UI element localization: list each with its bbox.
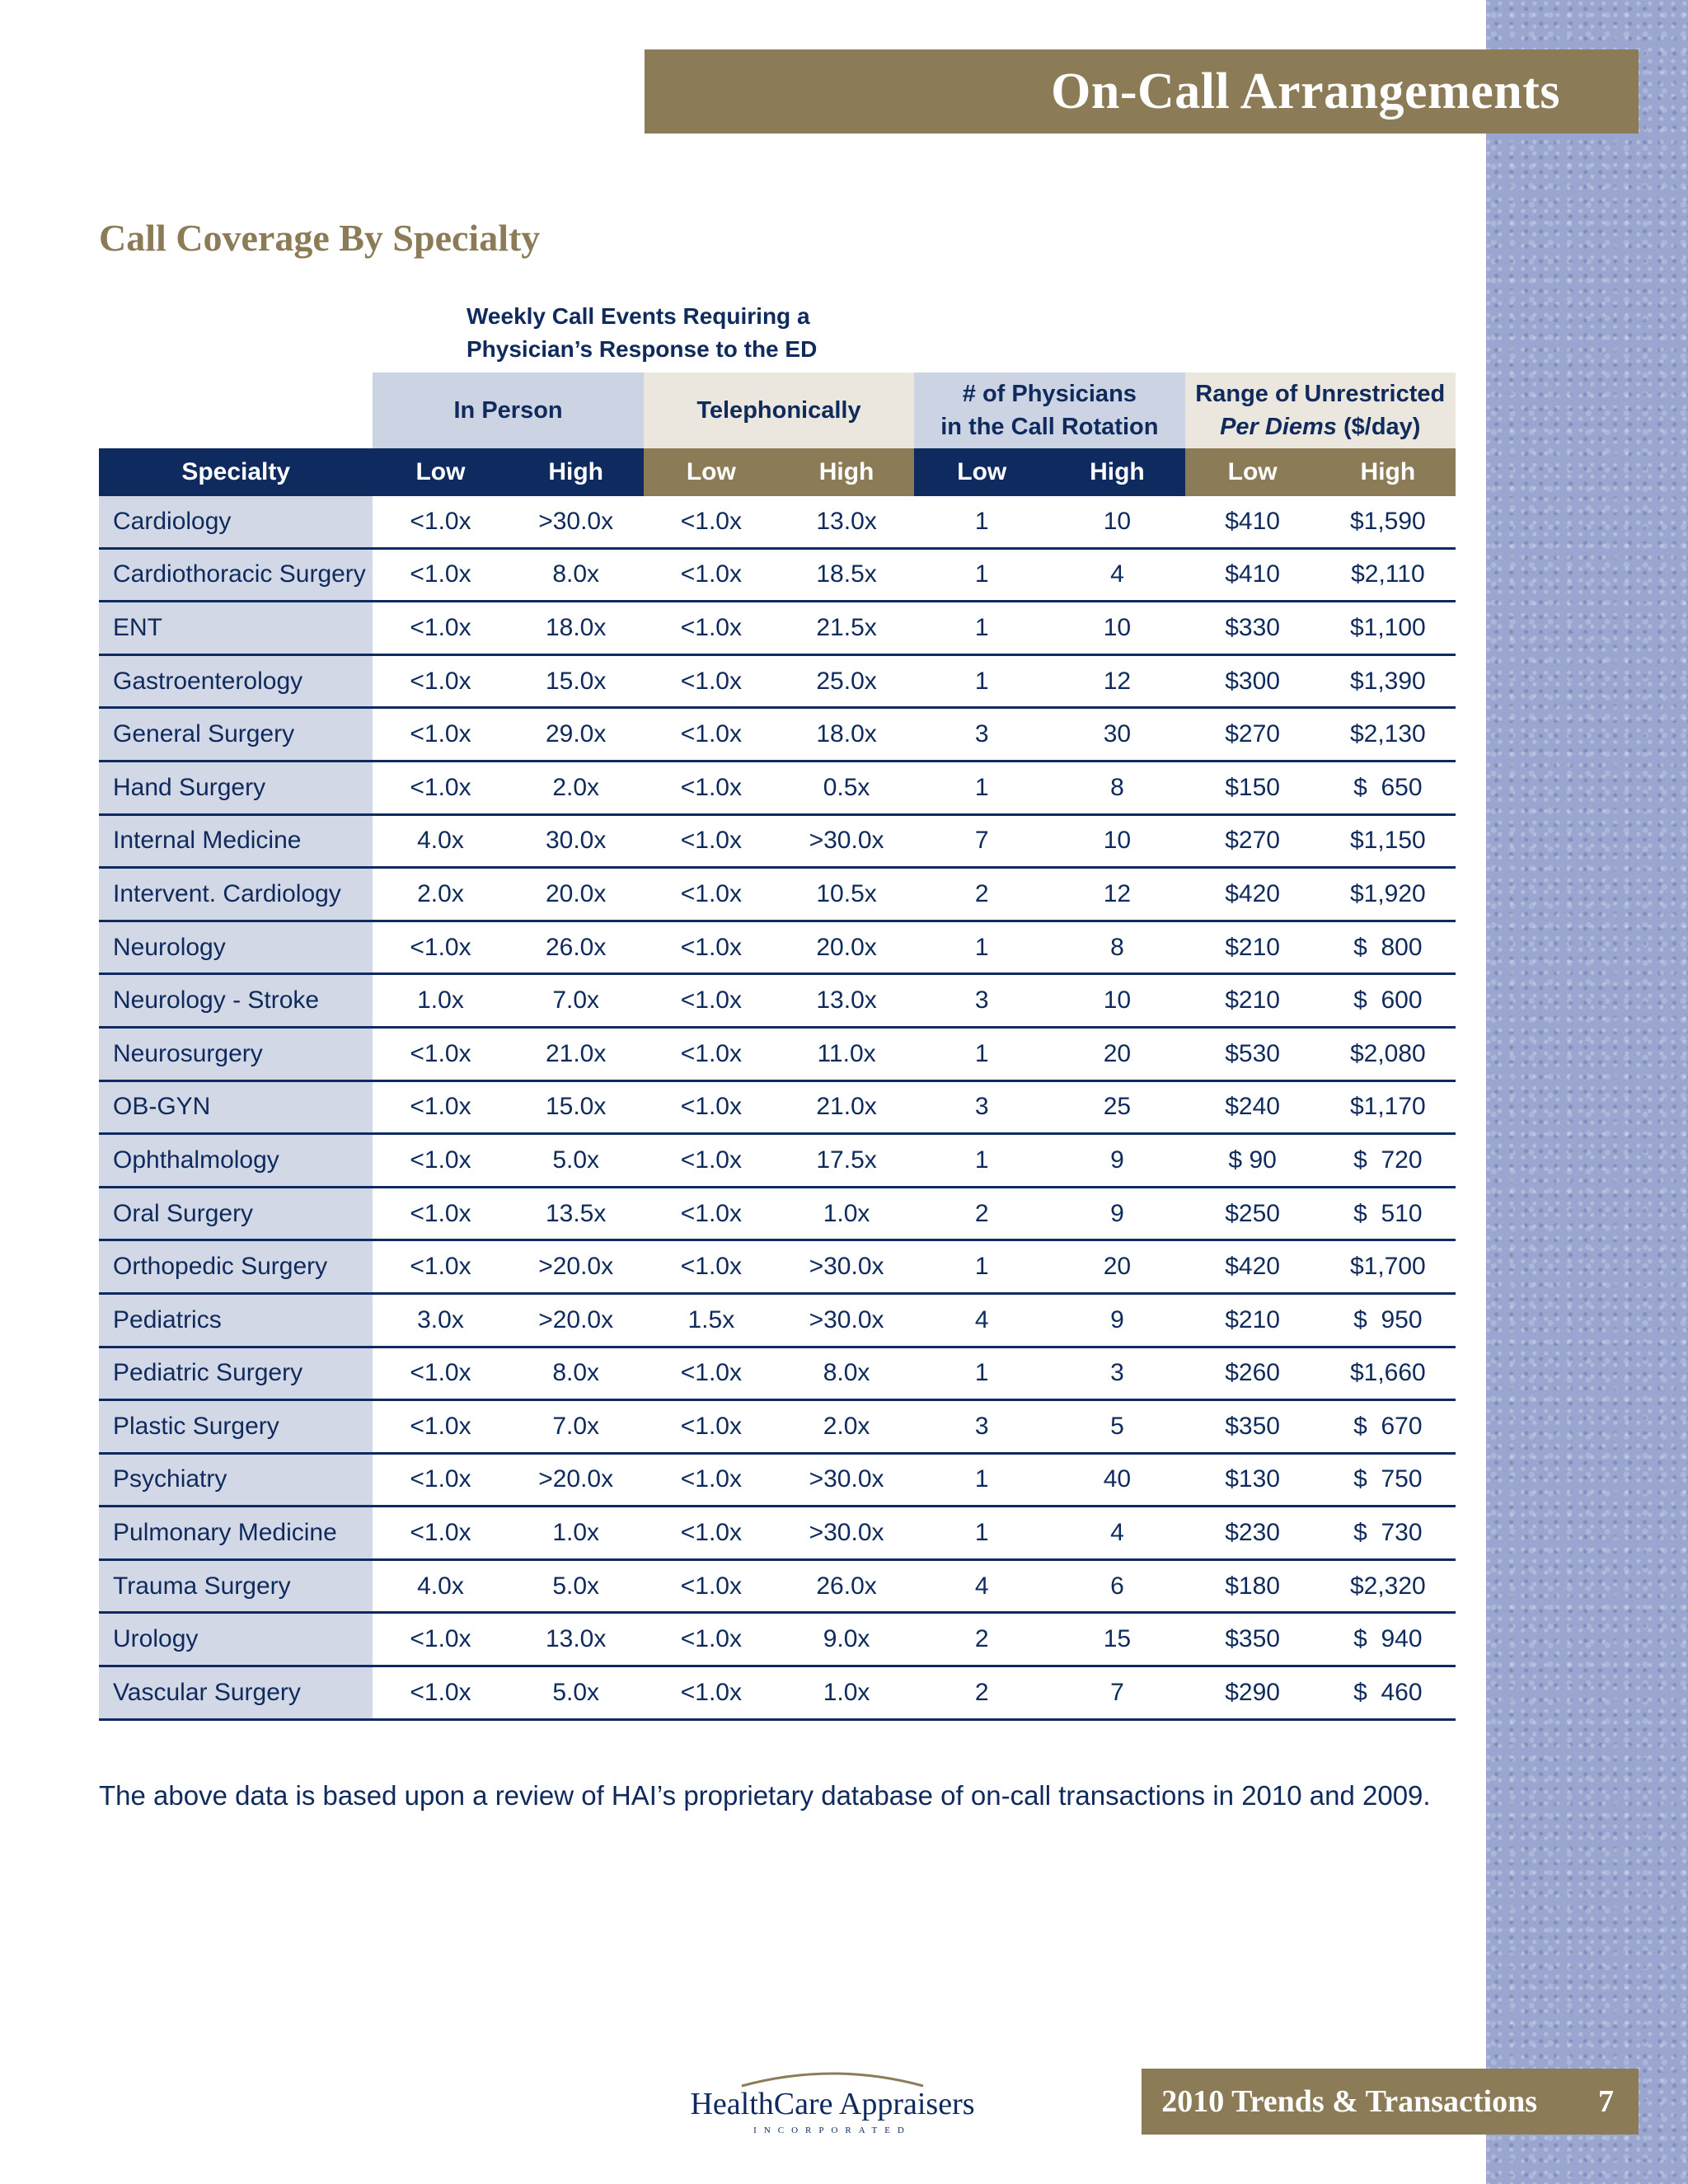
value-cell: 2 <box>914 1613 1049 1666</box>
table-row <box>99 1666 1456 1720</box>
logo-name: HealthCare Appraisers <box>690 2087 975 2121</box>
specialty-cell: Hand Surgery <box>99 761 373 814</box>
specialty-cell: Orthopedic Surgery <box>99 1240 373 1294</box>
value-cell: <1.0x <box>373 496 508 548</box>
value-cell: 8.0x <box>509 1347 644 1400</box>
value-cell: <1.0x <box>373 1453 508 1507</box>
value-cell: $230 <box>1185 1507 1320 1560</box>
value-cell: <1.0x <box>644 1400 779 1454</box>
value-cell: 1.0x <box>509 1507 644 1560</box>
value-cell: $1,920 <box>1320 868 1456 921</box>
value-cell: 9 <box>1049 1187 1184 1240</box>
value-cell: <1.0x <box>644 1666 779 1720</box>
specialty-cell: Cardiothoracic Surgery <box>99 548 373 602</box>
value-cell: 1 <box>914 496 1049 548</box>
weekly-title-line-2: Physician’s Response to the ED <box>467 336 818 362</box>
value-cell: 12 <box>1049 868 1184 921</box>
table-row <box>99 1453 1456 1507</box>
value-cell: $270 <box>1185 814 1320 868</box>
value-cell: 1 <box>914 1453 1049 1507</box>
section-title: Call Coverage By Specialty <box>99 217 541 259</box>
value-cell: 20 <box>1049 1027 1184 1080</box>
call-coverage-table <box>99 373 1456 1721</box>
value-cell: $420 <box>1185 868 1320 921</box>
value-cell: 5.0x <box>509 1666 644 1720</box>
value-cell: 15 <box>1049 1613 1184 1666</box>
column-header-row <box>99 448 1456 496</box>
value-cell: 1 <box>914 602 1049 655</box>
table-row <box>99 496 1456 548</box>
table-row <box>99 1507 1456 1560</box>
value-cell: $1,150 <box>1320 814 1456 868</box>
value-cell: $300 <box>1185 654 1320 708</box>
value-cell: $1,100 <box>1320 602 1456 655</box>
value-cell: 3.0x <box>373 1293 508 1347</box>
specialty-cell: Gastroenterology <box>99 654 373 708</box>
table-row <box>99 1613 1456 1666</box>
table-row <box>99 1134 1456 1188</box>
value-cell: 21.0x <box>509 1027 644 1080</box>
value-cell: 13.0x <box>779 974 914 1028</box>
group-physicians-line-2: in the Call Rotation <box>940 414 1159 440</box>
value-cell: >20.0x <box>509 1453 644 1507</box>
value-cell: 1 <box>914 921 1049 974</box>
value-cell: 4 <box>914 1559 1049 1613</box>
value-cell: 4 <box>1049 548 1184 602</box>
value-cell: 4.0x <box>373 1559 508 1613</box>
group-range-line-1: Range of Unrestricted <box>1195 381 1446 407</box>
value-cell: 7.0x <box>509 974 644 1028</box>
value-cell: <1.0x <box>373 654 508 708</box>
value-cell: <1.0x <box>644 1134 779 1188</box>
value-cell: <1.0x <box>644 974 779 1028</box>
value-cell: 7 <box>1049 1666 1184 1720</box>
value-cell: 20.0x <box>779 921 914 974</box>
value-cell: 18.0x <box>779 708 914 762</box>
value-cell: 1 <box>914 1507 1049 1560</box>
value-cell: 1 <box>914 1134 1049 1188</box>
column-header: High <box>1320 448 1456 496</box>
value-cell: $ 750 <box>1320 1453 1456 1507</box>
value-cell: 2.0x <box>779 1400 914 1454</box>
value-cell: 18.0x <box>509 602 644 655</box>
specialty-cell: Plastic Surgery <box>99 1400 373 1454</box>
value-cell: 1 <box>914 654 1049 708</box>
specialty-cell: Neurology - Stroke <box>99 974 373 1028</box>
value-cell: 5 <box>1049 1400 1184 1454</box>
value-cell: 3 <box>1049 1347 1184 1400</box>
value-cell: 1 <box>914 1027 1049 1080</box>
page-number: 7 <box>1598 2084 1614 2119</box>
value-cell: $ 730 <box>1320 1507 1456 1560</box>
value-cell: 10 <box>1049 602 1184 655</box>
value-cell: $ 800 <box>1320 921 1456 974</box>
table-row <box>99 1347 1456 1400</box>
company-logo <box>684 2064 981 2139</box>
column-header: Low <box>644 448 779 496</box>
value-cell: 5.0x <box>509 1559 644 1613</box>
value-cell: <1.0x <box>644 1559 779 1613</box>
column-header: High <box>509 448 644 496</box>
value-cell: $420 <box>1185 1240 1320 1294</box>
value-cell: 21.5x <box>779 602 914 655</box>
value-cell: <1.0x <box>373 921 508 974</box>
group-range-italic: Per Diems <box>1220 414 1337 440</box>
value-cell: 12 <box>1049 654 1184 708</box>
value-cell: 10.5x <box>779 868 914 921</box>
column-header: Low <box>1185 448 1320 496</box>
value-cell: $ 670 <box>1320 1400 1456 1454</box>
value-cell: 10 <box>1049 496 1184 548</box>
value-cell: <1.0x <box>644 1187 779 1240</box>
value-cell: $410 <box>1185 548 1320 602</box>
value-cell: 1 <box>914 1240 1049 1294</box>
value-cell: <1.0x <box>644 1507 779 1560</box>
value-cell: >30.0x <box>509 496 644 548</box>
value-cell: 25 <box>1049 1080 1184 1134</box>
value-cell: <1.0x <box>644 1240 779 1294</box>
table-row <box>99 654 1456 708</box>
value-cell: $2,080 <box>1320 1027 1456 1080</box>
value-cell: $210 <box>1185 921 1320 974</box>
value-cell: $270 <box>1185 708 1320 762</box>
value-cell: >20.0x <box>509 1240 644 1294</box>
specialty-cell: Pediatrics <box>99 1293 373 1347</box>
table-row <box>99 602 1456 655</box>
decorative-side-strip <box>1486 0 1688 2184</box>
table-row <box>99 708 1456 762</box>
table-body <box>99 496 1456 1719</box>
value-cell: $250 <box>1185 1187 1320 1240</box>
table-row <box>99 868 1456 921</box>
value-cell: <1.0x <box>373 708 508 762</box>
value-cell: 2.0x <box>509 761 644 814</box>
value-cell: 26.0x <box>779 1559 914 1613</box>
weekly-title-line-1: Weekly Call Events Requiring a <box>467 303 810 329</box>
value-cell: 18.5x <box>779 548 914 602</box>
value-cell: 2 <box>914 1666 1049 1720</box>
value-cell: 2.0x <box>373 868 508 921</box>
value-cell: 3 <box>914 1080 1049 1134</box>
value-cell: $350 <box>1185 1400 1320 1454</box>
value-cell: $1,390 <box>1320 654 1456 708</box>
value-cell: <1.0x <box>644 602 779 655</box>
value-cell: $210 <box>1185 974 1320 1028</box>
value-cell: <1.0x <box>644 1347 779 1400</box>
specialty-cell: Internal Medicine <box>99 814 373 868</box>
specialty-cell: ENT <box>99 602 373 655</box>
table-row <box>99 1293 1456 1347</box>
column-header: Low <box>914 448 1049 496</box>
value-cell: $240 <box>1185 1080 1320 1134</box>
value-cell: 29.0x <box>509 708 644 762</box>
value-cell: $1,700 <box>1320 1240 1456 1294</box>
value-cell: $210 <box>1185 1293 1320 1347</box>
value-cell: <1.0x <box>644 1080 779 1134</box>
specialty-cell: Vascular Surgery <box>99 1666 373 1720</box>
value-cell: $ 600 <box>1320 974 1456 1028</box>
value-cell: 5.0x <box>509 1134 644 1188</box>
value-cell: 30 <box>1049 708 1184 762</box>
group-header-blank <box>99 373 373 448</box>
value-cell: <1.0x <box>373 761 508 814</box>
value-cell: $530 <box>1185 1027 1320 1080</box>
value-cell: <1.0x <box>373 1400 508 1454</box>
table-row <box>99 1027 1456 1080</box>
value-cell: $ 720 <box>1320 1134 1456 1188</box>
value-cell: <1.0x <box>644 708 779 762</box>
value-cell: 3 <box>914 1400 1049 1454</box>
value-cell: <1.0x <box>644 868 779 921</box>
value-cell: 40 <box>1049 1453 1184 1507</box>
specialty-cell: OB-GYN <box>99 1080 373 1134</box>
specialty-cell: Intervent. Cardiology <box>99 868 373 921</box>
value-cell: 20 <box>1049 1240 1184 1294</box>
value-cell: <1.0x <box>644 761 779 814</box>
group-in-person: In Person <box>373 373 643 448</box>
value-cell: 7.0x <box>509 1400 644 1454</box>
value-cell: <1.0x <box>373 1613 508 1666</box>
value-cell: <1.0x <box>373 1134 508 1188</box>
value-cell: 3 <box>914 708 1049 762</box>
specialty-cell: Trauma Surgery <box>99 1559 373 1613</box>
group-telephonically: Telephonically <box>644 373 914 448</box>
value-cell: 6 <box>1049 1559 1184 1613</box>
value-cell: $330 <box>1185 602 1320 655</box>
group-range-suffix: ($/day) <box>1336 414 1421 440</box>
page-title: On-Call Arrangements <box>1051 63 1560 120</box>
value-cell: >30.0x <box>779 1507 914 1560</box>
value-cell: 17.5x <box>779 1134 914 1188</box>
value-cell: >30.0x <box>779 814 914 868</box>
value-cell: 11.0x <box>779 1027 914 1080</box>
value-cell: <1.0x <box>373 602 508 655</box>
table-row <box>99 1240 1456 1294</box>
value-cell: 30.0x <box>509 814 644 868</box>
value-cell: 8.0x <box>509 548 644 602</box>
value-cell: 4 <box>914 1293 1049 1347</box>
specialty-cell: General Surgery <box>99 708 373 762</box>
value-cell: 13.0x <box>509 1613 644 1666</box>
value-cell: 1 <box>914 1347 1049 1400</box>
value-cell: >30.0x <box>779 1293 914 1347</box>
value-cell: 7 <box>914 814 1049 868</box>
value-cell: >20.0x <box>509 1293 644 1347</box>
group-header-row <box>99 373 1456 448</box>
value-cell: 1.0x <box>373 974 508 1028</box>
specialty-cell: Ophthalmology <box>99 1134 373 1188</box>
table-row <box>99 1080 1456 1134</box>
value-cell: <1.0x <box>644 1027 779 1080</box>
value-cell: 13.5x <box>509 1187 644 1240</box>
group-physicians-line-1: # of Physicians <box>962 381 1137 407</box>
value-cell: 26.0x <box>509 921 644 974</box>
page-header <box>645 49 1639 134</box>
group-physicians-in-rotation <box>914 373 1184 448</box>
value-cell: 25.0x <box>779 654 914 708</box>
value-cell: $2,130 <box>1320 708 1456 762</box>
value-cell: $150 <box>1185 761 1320 814</box>
value-cell: $2,320 <box>1320 1559 1456 1613</box>
value-cell: <1.0x <box>644 1453 779 1507</box>
specialty-cell: Psychiatry <box>99 1453 373 1507</box>
table-row <box>99 974 1456 1028</box>
value-cell: 8 <box>1049 761 1184 814</box>
value-cell: 1 <box>914 548 1049 602</box>
footnote: The above data is based upon a review of HAI’s proprietary database of on-call transactions in 2010 and 2009. <box>99 1780 1431 1811</box>
value-cell: 4.0x <box>373 814 508 868</box>
value-cell: $260 <box>1185 1347 1320 1400</box>
group-per-diem-range <box>1185 373 1456 448</box>
value-cell: 1.5x <box>644 1293 779 1347</box>
footer-title: 2010 Trends & Transactions <box>1161 2084 1537 2119</box>
value-cell: $2,110 <box>1320 548 1456 602</box>
value-cell: 20.0x <box>509 868 644 921</box>
column-header: Low <box>373 448 508 496</box>
value-cell: <1.0x <box>644 496 779 548</box>
table-row <box>99 1559 1456 1613</box>
value-cell: $180 <box>1185 1559 1320 1613</box>
value-cell: >30.0x <box>779 1453 914 1507</box>
weekly-call-events-title <box>467 300 818 366</box>
value-cell: $ 90 <box>1185 1134 1320 1188</box>
value-cell: $ 650 <box>1320 761 1456 814</box>
value-cell: 10 <box>1049 974 1184 1028</box>
value-cell: $ 460 <box>1320 1666 1456 1720</box>
value-cell: $350 <box>1185 1613 1320 1666</box>
value-cell: 3 <box>914 974 1049 1028</box>
value-cell: 1.0x <box>779 1666 914 1720</box>
value-cell: $1,170 <box>1320 1080 1456 1134</box>
specialty-cell: Pediatric Surgery <box>99 1347 373 1400</box>
column-header: Specialty <box>99 448 373 496</box>
specialty-cell: Neurosurgery <box>99 1027 373 1080</box>
logo-subtitle: INCORPORATED <box>753 2125 912 2135</box>
value-cell: <1.0x <box>373 1027 508 1080</box>
table-row <box>99 761 1456 814</box>
value-cell: <1.0x <box>644 548 779 602</box>
value-cell: >30.0x <box>779 1240 914 1294</box>
specialty-cell: Pulmonary Medicine <box>99 1507 373 1560</box>
table-row <box>99 1187 1456 1240</box>
value-cell: $ 510 <box>1320 1187 1456 1240</box>
value-cell: 9 <box>1049 1134 1184 1188</box>
group-range-line-2 <box>1185 410 1456 443</box>
value-cell: 10 <box>1049 814 1184 868</box>
value-cell: <1.0x <box>373 1187 508 1240</box>
value-cell: 15.0x <box>509 1080 644 1134</box>
column-header: High <box>779 448 914 496</box>
value-cell: 2 <box>914 868 1049 921</box>
value-cell: $ 940 <box>1320 1613 1456 1666</box>
table-row <box>99 814 1456 868</box>
value-cell: 0.5x <box>779 761 914 814</box>
value-cell: 15.0x <box>509 654 644 708</box>
value-cell: <1.0x <box>644 1613 779 1666</box>
value-cell: 13.0x <box>779 496 914 548</box>
specialty-cell: Neurology <box>99 921 373 974</box>
value-cell: 21.0x <box>779 1080 914 1134</box>
value-cell: 1 <box>914 761 1049 814</box>
value-cell: <1.0x <box>644 654 779 708</box>
value-cell: 8 <box>1049 921 1184 974</box>
value-cell: $410 <box>1185 496 1320 548</box>
table-row <box>99 921 1456 974</box>
value-cell: $290 <box>1185 1666 1320 1720</box>
value-cell: <1.0x <box>373 1347 508 1400</box>
value-cell: <1.0x <box>373 1507 508 1560</box>
value-cell: <1.0x <box>373 1080 508 1134</box>
specialty-cell: Cardiology <box>99 496 373 548</box>
value-cell: 2 <box>914 1187 1049 1240</box>
value-cell: <1.0x <box>373 1240 508 1294</box>
value-cell: $1,590 <box>1320 496 1456 548</box>
page-footer <box>1142 2069 1639 2135</box>
value-cell: 8.0x <box>779 1347 914 1400</box>
specialty-cell: Oral Surgery <box>99 1187 373 1240</box>
table-row <box>99 1400 1456 1454</box>
value-cell: <1.0x <box>373 548 508 602</box>
value-cell: 4 <box>1049 1507 1184 1560</box>
value-cell: <1.0x <box>644 921 779 974</box>
value-cell: 1.0x <box>779 1187 914 1240</box>
specialty-cell: Urology <box>99 1613 373 1666</box>
value-cell: $130 <box>1185 1453 1320 1507</box>
value-cell: <1.0x <box>373 1666 508 1720</box>
value-cell: $1,660 <box>1320 1347 1456 1400</box>
column-header: High <box>1049 448 1184 496</box>
value-cell: <1.0x <box>644 814 779 868</box>
value-cell: 9.0x <box>779 1613 914 1666</box>
table-row <box>99 548 1456 602</box>
value-cell: 9 <box>1049 1293 1184 1347</box>
value-cell: $ 950 <box>1320 1293 1456 1347</box>
